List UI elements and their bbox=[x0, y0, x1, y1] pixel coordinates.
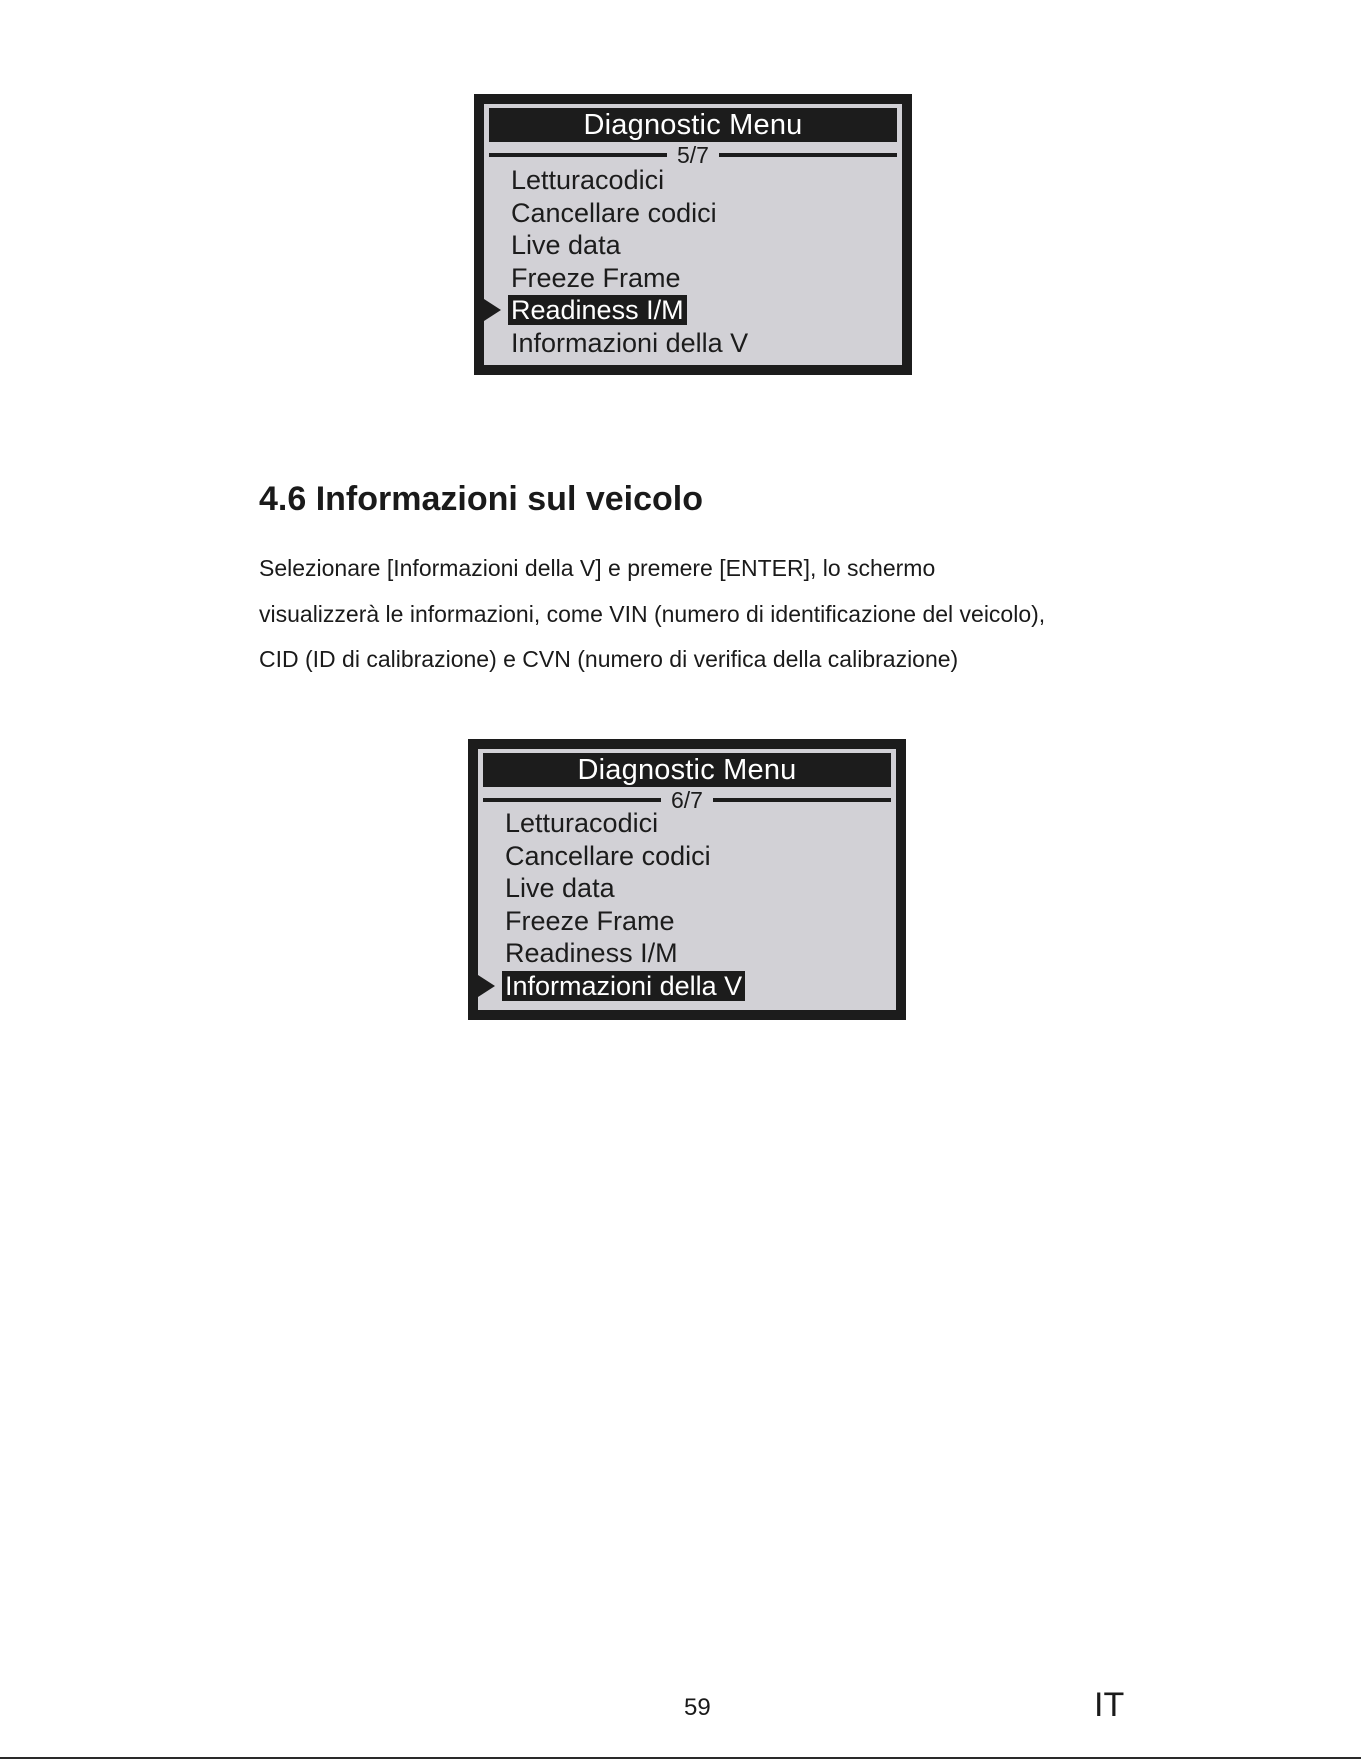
menu-item-label: Informazioni della V bbox=[511, 327, 749, 358]
menu-item-readiness[interactable] bbox=[478, 937, 896, 970]
lcd-display bbox=[484, 104, 902, 365]
menu-item-label: Letturacodici bbox=[511, 165, 665, 195]
menu-item-label: Freeze Frame bbox=[511, 262, 681, 293]
lcd-screen-1 bbox=[474, 94, 912, 375]
menu-item-cancellare-codici[interactable] bbox=[484, 197, 902, 230]
menu-item-informazioni[interactable] bbox=[478, 970, 896, 1003]
menu-item-label: Live data bbox=[505, 873, 615, 904]
menu-item-informazioni[interactable] bbox=[484, 327, 902, 360]
menu-item-letturacodici[interactable] bbox=[478, 807, 896, 840]
paragraph-line: visualizzerà le informazioni, come VIN (numero di identificazione del veicolo), bbox=[259, 600, 1046, 627]
menu-item-cancellare-codici[interactable] bbox=[478, 840, 896, 873]
section-paragraph bbox=[259, 546, 1159, 683]
menu-item-freeze-frame[interactable] bbox=[478, 905, 896, 938]
menu-item-letturacodici[interactable] bbox=[484, 164, 902, 197]
lcd-display bbox=[478, 749, 896, 1010]
menu-item-label: Readiness I/M bbox=[508, 295, 687, 325]
paragraph-line: CID (ID di calibrazione) e CVN (numero di verifica della calibrazione) bbox=[259, 646, 959, 672]
menu-item-live-data[interactable] bbox=[484, 229, 902, 262]
menu-item-label: Letturacodici bbox=[505, 808, 659, 838]
menu-item-freeze-frame[interactable] bbox=[484, 262, 902, 295]
paragraph-line: Selezionare [Informazioni della V] e premere [ENTER], lo schermo bbox=[259, 555, 936, 581]
lcd-title: Diagnostic Menu bbox=[483, 753, 891, 787]
menu-item-live-data[interactable] bbox=[478, 872, 896, 905]
menu-item-label: Live data bbox=[511, 230, 621, 261]
selection-arrow-icon bbox=[484, 299, 501, 321]
menu-list bbox=[484, 164, 902, 360]
pager-line-right bbox=[719, 153, 897, 157]
bottom-rule bbox=[0, 1757, 1361, 1759]
menu-list bbox=[478, 807, 896, 1003]
language-code: IT bbox=[1094, 1686, 1125, 1724]
menu-item-label: Freeze Frame bbox=[505, 905, 675, 936]
lcd-screen-2 bbox=[468, 739, 906, 1020]
menu-item-readiness[interactable] bbox=[484, 294, 902, 327]
menu-item-label: Informazioni della V bbox=[502, 971, 745, 1001]
menu-item-label: Cancellare codici bbox=[511, 197, 717, 228]
selection-arrow-icon bbox=[478, 975, 495, 997]
menu-item-label: Cancellare codici bbox=[505, 840, 711, 871]
lcd-title: Diagnostic Menu bbox=[489, 108, 897, 142]
page-number: 59 bbox=[684, 1694, 711, 1721]
pager-number: 5/7 bbox=[677, 142, 709, 168]
lcd-pager bbox=[489, 144, 897, 166]
pager-number: 6/7 bbox=[671, 787, 703, 813]
pager-line-right bbox=[713, 798, 891, 802]
section-heading: 4.6 Informazioni sul veicolo bbox=[259, 480, 703, 518]
menu-item-label: Readiness I/M bbox=[505, 938, 678, 969]
